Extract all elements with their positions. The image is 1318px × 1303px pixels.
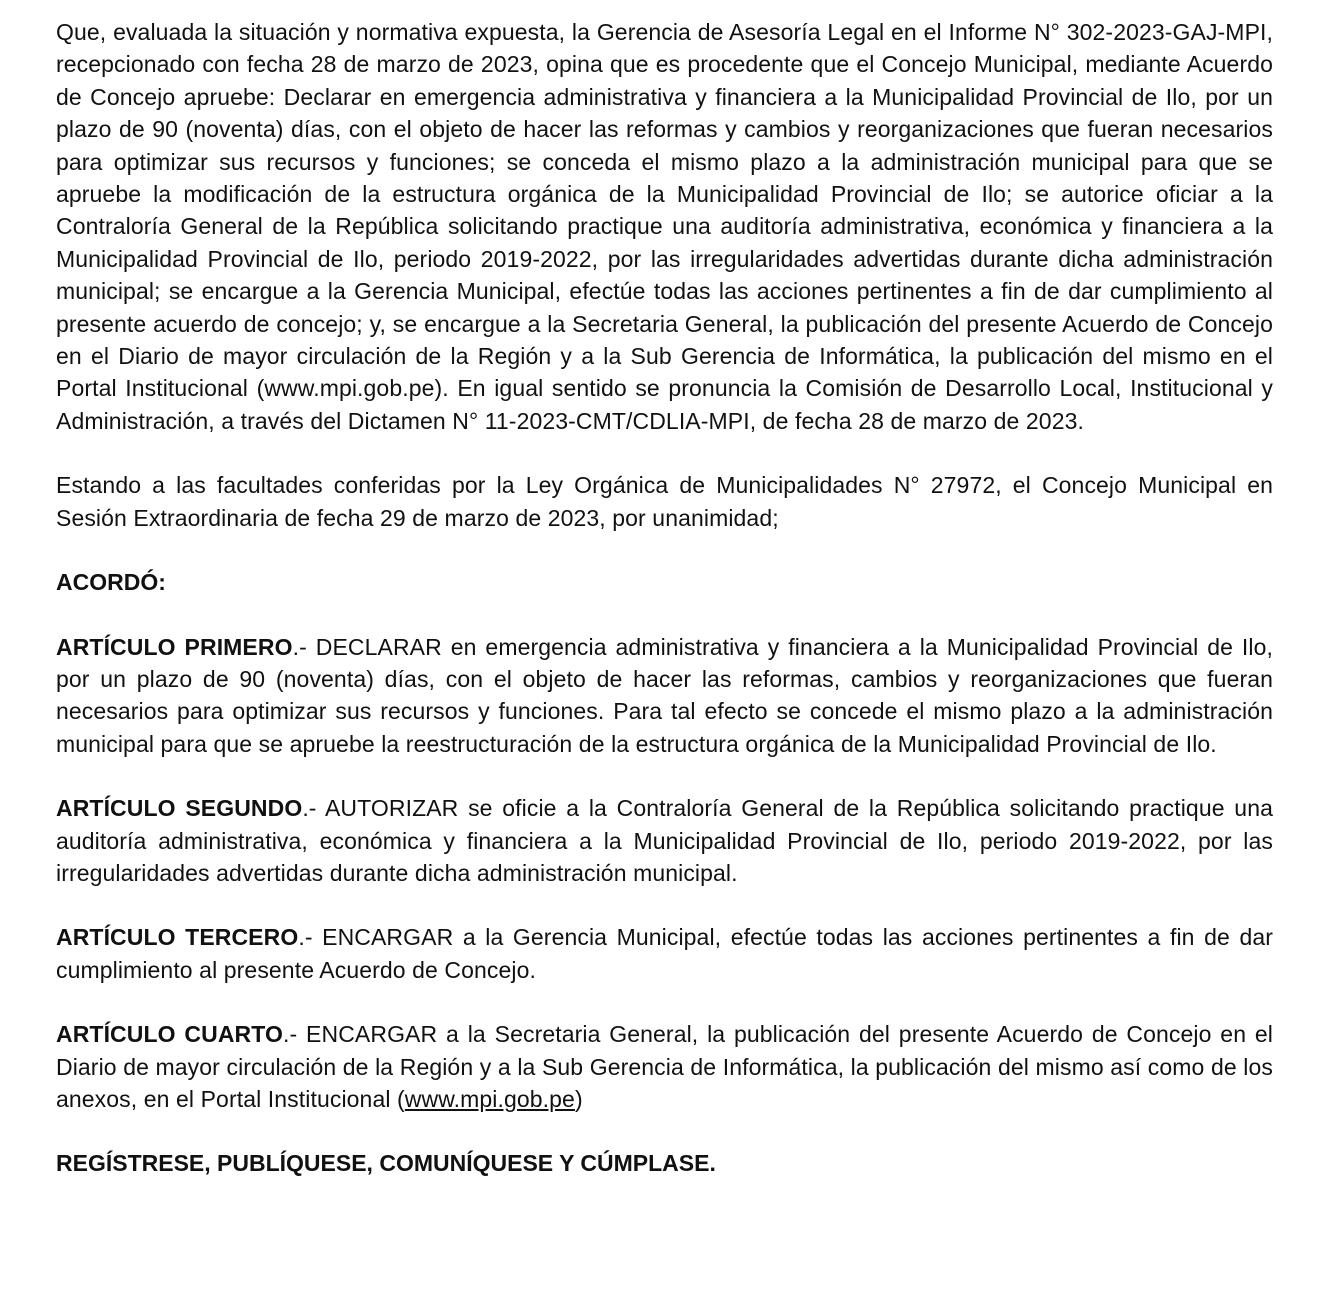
article-cuarto-tail: ) <box>574 1085 583 1112</box>
acordo-heading: ACORDÓ: <box>56 569 166 596</box>
closing-statement: REGÍSTRESE, PUBLÍQUESE, COMUNÍQUESE Y CÚMPLASE. <box>56 1150 716 1177</box>
article-tercero-title: ARTÍCULO TERCERO <box>56 924 299 951</box>
article-primero <box>56 631 1273 761</box>
portal-link[interactable]: www.mpi.gob.pe <box>404 1085 575 1112</box>
article-cuarto <box>56 1018 1273 1115</box>
article-primero-body: .- DECLARAR en emergencia administrativa y financiera a la Municipalidad Provincial de Ilo, por un plazo de 90 (noventa) días, con el objeto de hacer las reformas, cambios y reorganizaciones que fueran necesarios para optimizar sus recursos y funciones. Para tal efecto se concede el mismo plazo a la administración municipal para que se apruebe la reestructuración de la estructura orgánica de la Municipalidad Provincial de Ilo. <box>56 633 1273 757</box>
article-segundo-body: .- AUTORIZAR se oficie a la Contraloría General de la República solicitando practique una auditoría administrativa, económica y financiera a la Municipalidad Provincial de Ilo, periodo 2019-2022, por las irregularidades advertidas durante dicha administración municipal. <box>56 795 1273 886</box>
article-primero-title: ARTÍCULO PRIMERO <box>56 633 293 660</box>
article-segundo-title: ARTÍCULO SEGUNDO <box>56 795 303 822</box>
article-segundo <box>56 792 1273 889</box>
article-cuarto-body: .- ENCARGAR a la Secretaria General, la publicación del presente Acuerdo de Concejo en el Diario de mayor circulación de la Región y a la Sub Gerencia de Informática, la publicación del mismo así como de los anexos, en el Portal Institucional ( <box>56 1021 1274 1112</box>
paragraph-considerando: Que, evaluada la situación y normativa expuesta, la Gerencia de Asesoría Legal en el Informe N° 302-2023-GAJ-MPI, recepcionado con fecha 28 de marzo de 2023, opina que es procedente que el Concejo Municipal, mediante Acuerdo de Concejo apruebe: Declarar en emergencia administrativa y financiera a la Municipalidad Provincial de Ilo, por un plazo de 90 (noventa) días, con el objeto de hacer las reformas y cambios y reorganizaciones que fueran necesarios para optimizar sus recursos y funciones; se conceda el mismo plazo a la administración municipal para que se apruebe la modificación de la estructura orgánica de la Municipalidad Provincial de Ilo; se autorice oficiar a la Contraloría General de la República solicitando practique una auditoría administrativa, económica y financiera a la Municipalidad Provincial de Ilo, periodo 2019-2022, por las irregularidades advertidas durante dicha administración municipal; se encargue a la Gerencia Municipal, efectúe todas las acciones pertinentes a fin de dar cumplimiento al presente acuerdo de concejo; y, se encargue a la Secretaria General, la publicación del presente Acuerdo de Concejo en el Diario de mayor circulación de la Región y a la Sub Gerencia de Informática, la publicación del mismo en el Portal Institucional (www.mpi.gob.pe). En igual sentido se pronuncia la Comisión de Desarrollo Local, Institucional y Administración, a través del Dictamen N° 11-2023-CMT/CDLIA-MPI, de fecha 28 de marzo de 2023. <box>56 19 1273 434</box>
article-tercero-body: .- ENCARGAR a la Gerencia Municipal, efectúe todas las acciones pertinentes a fin de dar cumplimiento al presente Acuerdo de Concejo. <box>56 924 1273 983</box>
article-cuarto-title: ARTÍCULO CUARTO <box>56 1021 283 1048</box>
paragraph-facultades: Estando a las facultades conferidas por la Ley Orgánica de Municipalidades N° 27972, el Concejo Municipal en Sesión Extraordinaria de fecha 29 de marzo de 2023, por unanimidad; <box>56 472 1273 531</box>
article-tercero <box>56 921 1273 986</box>
